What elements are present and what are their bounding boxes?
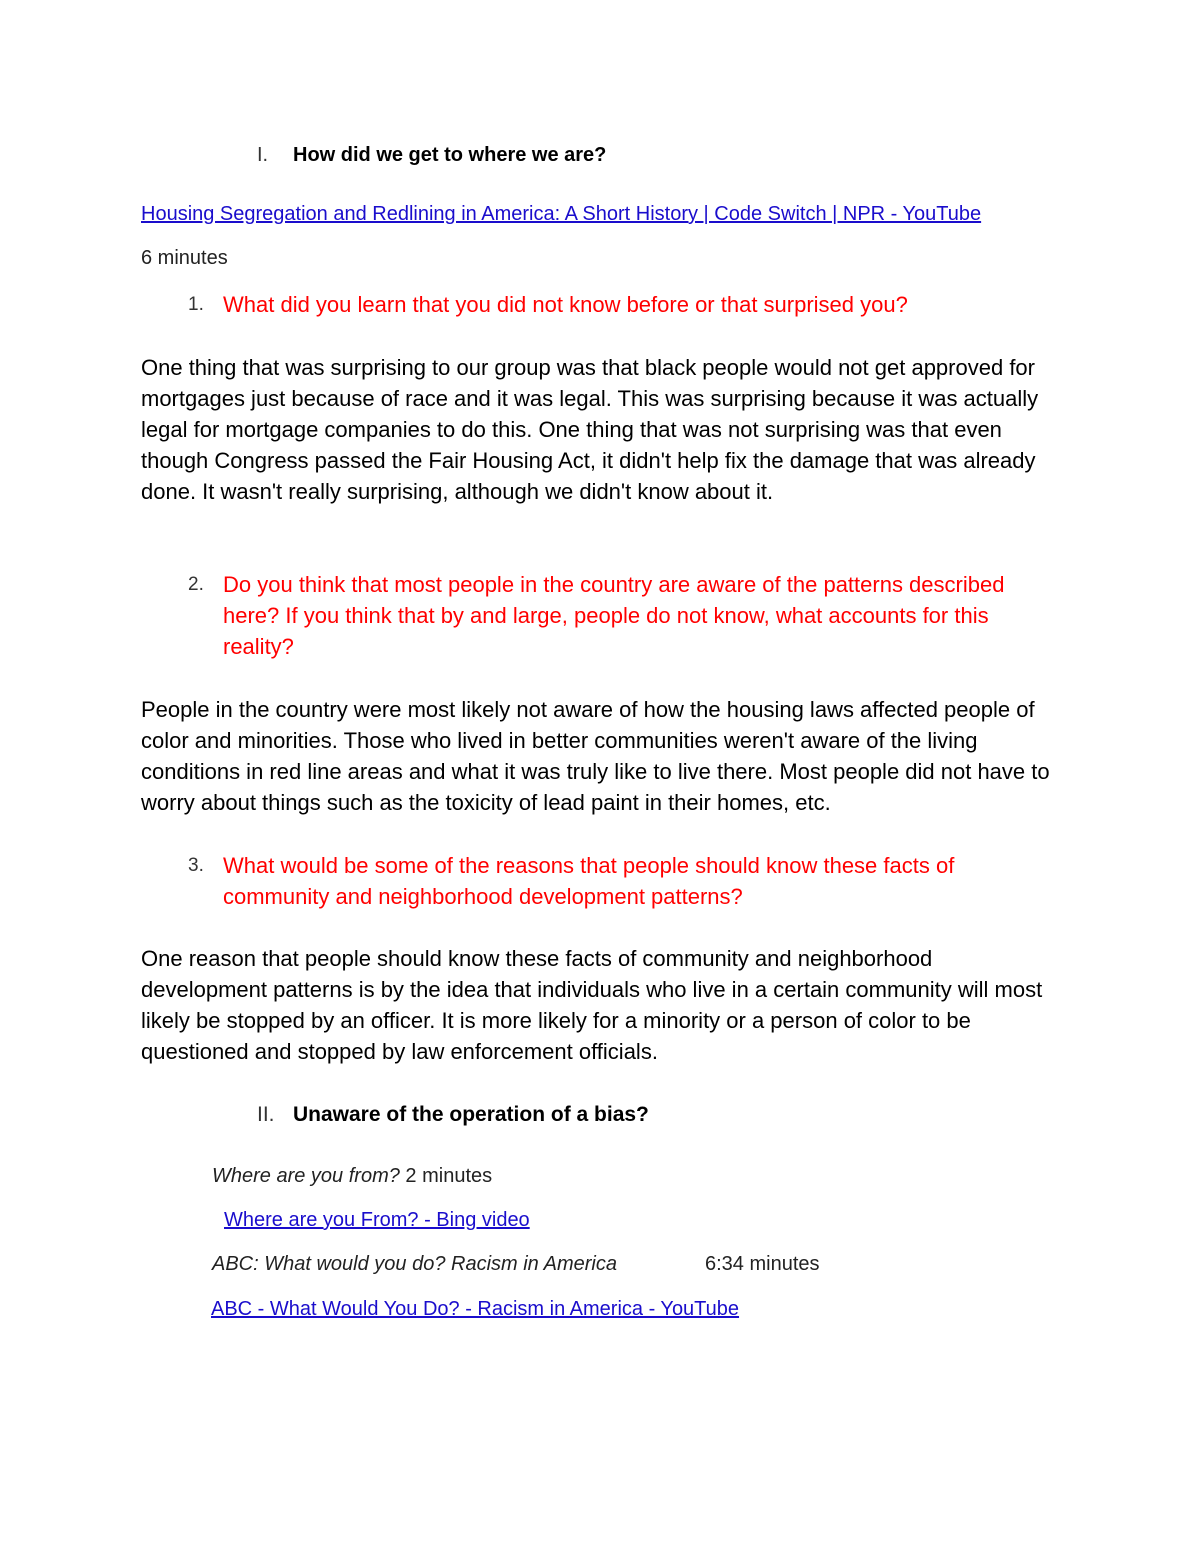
section-2-numeral: II. — [257, 1103, 275, 1126]
answer-3: One reason that people should know these facts of community and neighborhood development patterns is by the idea that individuals who live in a certain community will most likely be stopped by an officer. It is more likely for a minority or a person of color to be questioned and stopped by law enforcement officials. — [141, 946, 1043, 1064]
question-2-number: 2. — [188, 574, 204, 595]
section-1-numeral: I. — [257, 144, 269, 166]
video-2-label: ABC: What would you do? Racism in America — [212, 1253, 617, 1275]
question-3-number: 3. — [188, 855, 204, 876]
question-1-number: 1. — [188, 294, 204, 315]
answer-2: People in the country were most likely not aware of how the housing laws affected people of color and minorities. Those who lived in better communities weren't aware of the living conditions in red line areas and what it was truly like to live there. Most people did not have to worry about things such as the toxicity of lead paint in their homes, etc. — [141, 697, 1050, 815]
question-1-text: What did you learn that you did not know before or that surprised you? — [223, 292, 908, 317]
video-duration: 6 minutes — [141, 247, 228, 269]
question-3-text: What would be some of the reasons that people should know these facts of community and neighborhood development patterns? — [223, 853, 955, 909]
video-1-duration: 2 minutes — [399, 1165, 493, 1187]
video-1-line — [212, 1164, 492, 1188]
question-2-text: Do you think that most people in the country are aware of the patterns described here? If you think that by and large, people do not know, what accounts for this reality? — [223, 572, 1005, 659]
section-2-title: Unaware of the operation of a bias? — [293, 1103, 649, 1126]
npr-video-link[interactable]: Housing Segregation and Redlining in America: A Short History | Code Switch | NPR - YouTube — [141, 203, 982, 225]
answer-1: One thing that was surprising to our group was that black people would not get approved for mortgages just because of race and it was legal. This was surprising because it was actually legal for mortgage companies to do this. One thing that was not surprising was that even though Congress passed the Fair Housing Act, it didn't help fix the damage that was already done. It wasn't really surprising, although we didn't know about it. — [141, 355, 1039, 504]
video-1-label: Where are you from? — [212, 1165, 400, 1187]
video-2-duration: 6:34 minutes — [705, 1253, 820, 1275]
section-1-title: How did we get to where we are? — [293, 144, 607, 166]
bing-video-link[interactable]: Where are you From? - Bing video — [224, 1209, 530, 1231]
abc-video-link[interactable]: ABC - What Would You Do? - Racism in America - YouTube — [211, 1298, 740, 1320]
